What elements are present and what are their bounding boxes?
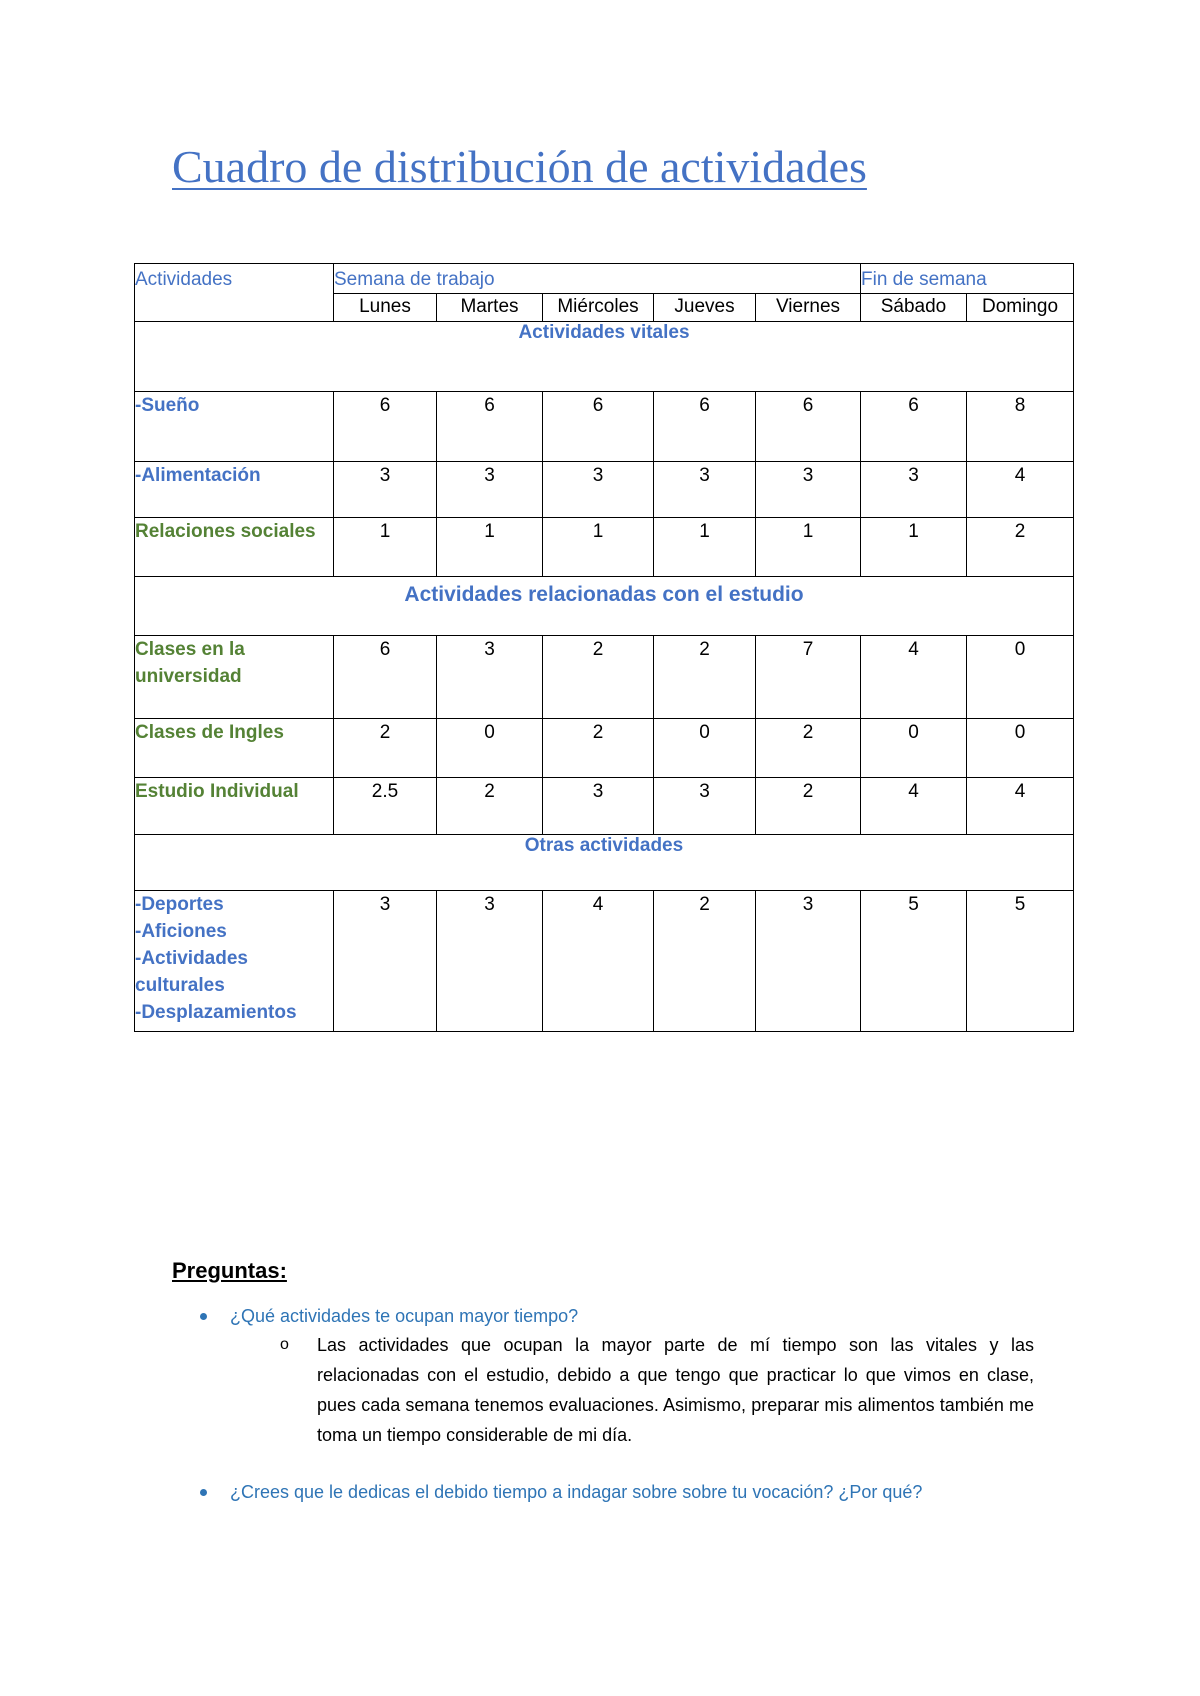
table-cell: 3 [654,462,756,518]
day-friday: Viernes [756,294,861,322]
header-activities: Actividades [135,264,334,322]
section-row [135,322,1074,392]
table-cell: 2 [654,636,756,719]
table-cell: 3 [654,778,756,835]
question-1 [172,1302,1034,1330]
day-sunday: Domingo [967,294,1074,322]
row-label-line: -Actividades culturales [135,948,248,996]
table-cell: 3 [437,462,543,518]
table-cell: 0 [654,719,756,778]
question-2 [172,1478,1034,1506]
questions-heading: Preguntas: [172,1258,287,1283]
table-cell: 3 [437,636,543,719]
table-cell: 2 [654,891,756,1032]
row-label-line: -Deportes [135,894,224,915]
table-cell: 6 [654,392,756,462]
header-week: Semana de trabajo [334,264,861,294]
row-label-clases-ingles: Clases de Ingles [135,719,334,778]
table-cell: 2 [756,778,861,835]
table-row [135,518,1074,577]
table-cell: 5 [861,891,967,1032]
table-cell: 2 [543,636,654,719]
table-cell: 4 [967,778,1074,835]
table-cell: 7 [756,636,861,719]
table-cell: 4 [861,636,967,719]
table-cell: 3 [543,778,654,835]
table-cell: 1 [861,518,967,577]
page-title: Cuadro de distribución de actividades [172,141,867,192]
table-cell: 4 [543,891,654,1032]
table-cell: 1 [334,518,437,577]
table-cell: 1 [756,518,861,577]
day-tuesday: Martes [437,294,543,322]
table-cell: 3 [756,891,861,1032]
table-cell: 0 [967,719,1074,778]
table-row [135,462,1074,518]
table-cell: 2 [334,719,437,778]
row-label-otras [135,891,334,1032]
section-vital: Actividades vitales [135,322,1074,392]
table-cell: 6 [334,392,437,462]
day-monday: Lunes [334,294,437,322]
table-cell: 2 [756,719,861,778]
day-saturday: Sábado [861,294,967,322]
table-cell: 8 [967,392,1074,462]
activities-table [134,263,1074,1032]
bullet-icon [200,1313,207,1320]
table-cell: 1 [437,518,543,577]
table-cell: 2.5 [334,778,437,835]
table-cell: 3 [334,891,437,1032]
table-row [135,778,1074,835]
table-cell: 6 [543,392,654,462]
table-cell: 6 [861,392,967,462]
table-row [135,392,1074,462]
table-cell: 6 [334,636,437,719]
table-cell: 0 [437,719,543,778]
table-cell: 3 [861,462,967,518]
table-row [135,636,1074,719]
table-cell: 0 [967,636,1074,719]
answer-1 [280,1330,1034,1450]
day-thursday: Jueves [654,294,756,322]
row-label-relaciones: Relaciones sociales [135,518,334,577]
table-cell: 3 [437,891,543,1032]
table-cell: 6 [756,392,861,462]
row-label-alimentacion: -Alimentación [135,462,334,518]
header-weekend: Fin de semana [861,264,1074,294]
table-cell: 3 [543,462,654,518]
section-study: Actividades relacionadas con el estudio [135,577,1074,636]
table-header-row [135,264,1074,294]
section-row [135,577,1074,636]
table-cell: 3 [334,462,437,518]
circle-bullet-icon: o [280,1336,289,1353]
row-label-line: -Aficiones [135,921,227,942]
table-row [135,719,1074,778]
table-cell: 1 [543,518,654,577]
questions-section [172,1258,1034,1506]
table-cell: 4 [967,462,1074,518]
row-label-line: -Desplazamientos [135,1002,297,1023]
table-cell: 4 [861,778,967,835]
section-other: Otras actividades [135,835,1074,891]
question-1-text: ¿Qué actividades te ocupan mayor tiempo? [230,1306,579,1326]
section-row [135,835,1074,891]
table-cell: 3 [756,462,861,518]
table-cell: 1 [654,518,756,577]
row-label-clases-universidad: Clases en la universidad [135,636,334,719]
table-cell: 2 [967,518,1074,577]
table-cell: 5 [967,891,1074,1032]
table-cell: 2 [543,719,654,778]
day-wednesday: Miércoles [543,294,654,322]
table-cell: 0 [861,719,967,778]
row-label-sueno: -Sueño [135,392,334,462]
bullet-icon [200,1489,207,1496]
answer-1-text: Las actividades que ocupan la mayor parte de mí tiempo son las vitales y las relacionadas con el estudio, debido a que tengo que practicar lo que vimos en clase, pues cada semana tenemos evaluaciones. Asimismo, preparar mis alimentos también me toma un tiempo considerable de mi día. [317,1335,1034,1445]
table-cell: 6 [437,392,543,462]
table-row [135,891,1074,1032]
question-2-text: ¿Crees que le dedicas el debido tiempo a indagar sobre sobre tu vocación? ¿Por qué? [230,1482,923,1502]
row-label-estudio-individual: Estudio Individual [135,778,334,835]
table-cell: 2 [437,778,543,835]
